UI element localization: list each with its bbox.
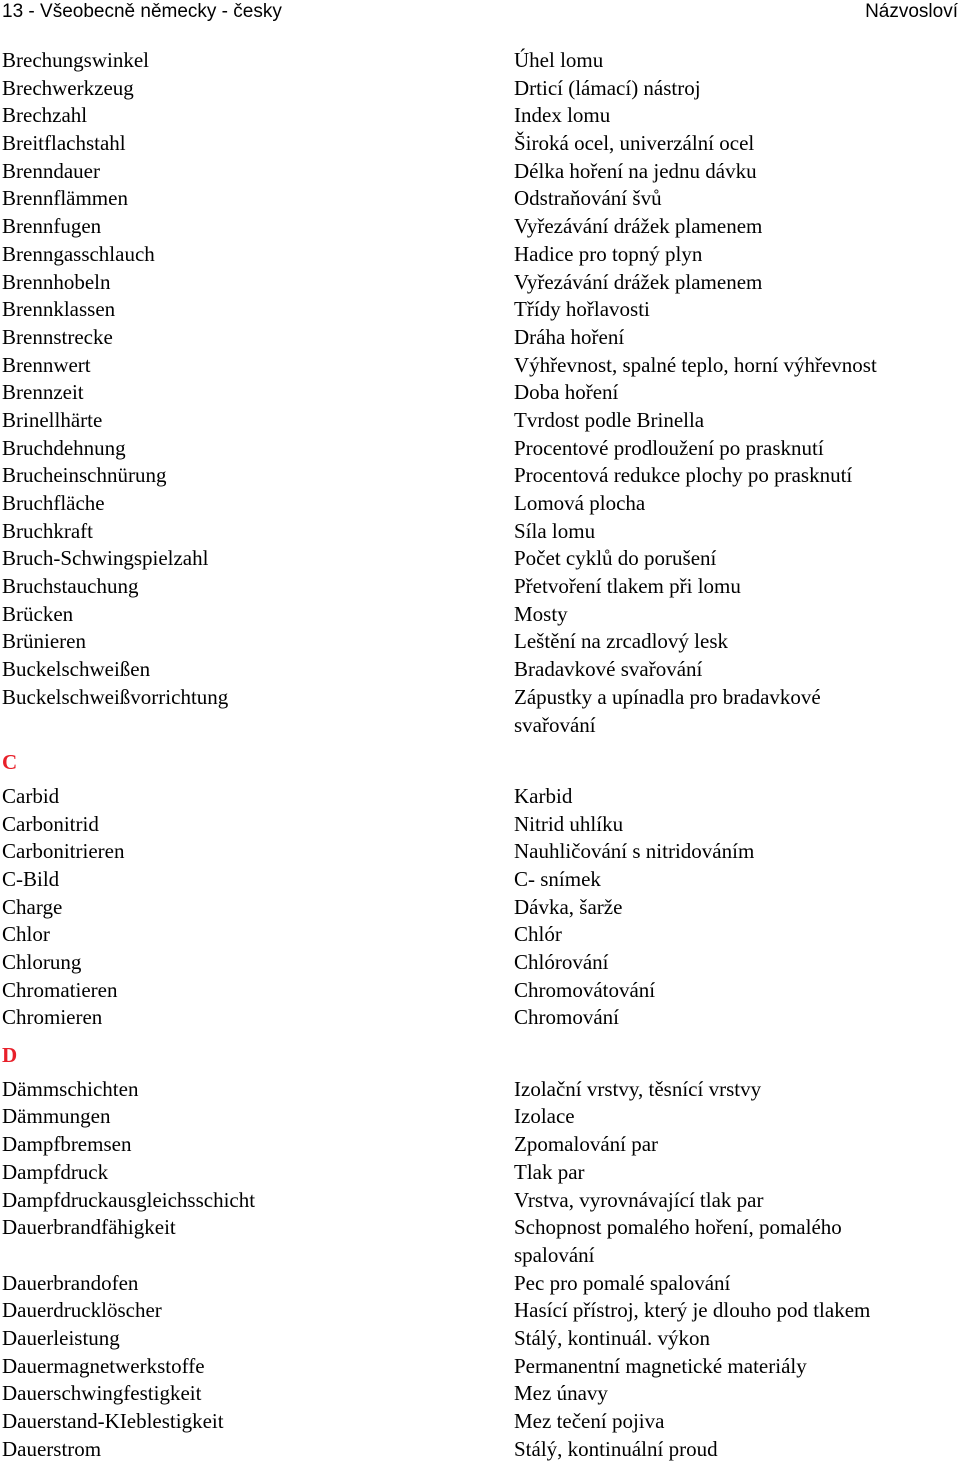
czech-term: C- snímek — [514, 866, 601, 891]
glossary-entry — [0, 490, 960, 518]
glossary-entry — [0, 407, 960, 435]
german-term: Dauerdrucklöscher — [2, 1298, 162, 1323]
czech-term: Index lomu — [514, 103, 611, 128]
german-term: Brennklassen — [2, 297, 116, 322]
german-term: Brenndauer — [2, 158, 100, 183]
czech-term: Chromovátování — [514, 977, 656, 1002]
czech-term: Izolace — [514, 1104, 575, 1129]
glossary-entry — [0, 158, 960, 186]
glossary-entry — [0, 838, 960, 866]
czech-term: Doba hoření — [514, 380, 619, 405]
glossary-entry — [0, 47, 960, 75]
german-term: Dämmschichten — [2, 1076, 139, 1101]
german-term: Brennzeit — [2, 380, 84, 405]
german-term: Bruchdehnung — [2, 435, 126, 460]
glossary-entry — [0, 1076, 960, 1104]
glossary-entry — [0, 573, 960, 601]
glossary-entry — [0, 601, 960, 629]
german-term: Charge — [2, 894, 63, 919]
german-term: Chlor — [2, 922, 50, 947]
czech-term: Izolační vrstvy, těsnící vrstvy — [514, 1076, 762, 1101]
czech-term: Chromování — [514, 1005, 619, 1030]
german-term: Chromatieren — [2, 977, 118, 1002]
czech-term: Dávka, šarže — [514, 894, 623, 919]
german-term: Brünieren — [2, 629, 86, 654]
czech-term: Počet cyklů do porušení — [514, 546, 717, 571]
german-term: Bruchfläche — [2, 491, 105, 515]
glossary-entry — [0, 1004, 960, 1032]
czech-term: Chlórování — [514, 950, 609, 975]
czech-term: Mez tečení pojiva — [514, 1409, 665, 1434]
czech-term: Vyřezávání drážek plamenem — [514, 269, 763, 294]
german-term: Bruch-Schwingspielzahl — [2, 546, 209, 571]
glossary-entry — [0, 894, 960, 922]
glossary-entry — [0, 435, 960, 463]
glossary-entry — [0, 213, 960, 241]
german-term: Brucheinschnürung — [2, 463, 167, 488]
glossary-entry — [0, 269, 960, 297]
glossary-entry — [0, 324, 960, 352]
page-header — [0, 0, 960, 26]
czech-term: Karbid — [514, 783, 573, 808]
german-term: Dampfdruckausgleichsschicht — [2, 1187, 256, 1212]
glossary-entry — [0, 1103, 960, 1131]
czech-term: Nitrid uhlíku — [514, 811, 624, 836]
glossary-entry — [0, 545, 960, 573]
czech-term: Mez únavy — [514, 1381, 608, 1406]
glossary-entry — [0, 1325, 960, 1353]
czech-term: Nauhličování s nitridováním — [514, 839, 755, 864]
german-term: Carbonitrieren — [2, 839, 125, 864]
german-term: Dauerbrandfähigkeit — [2, 1215, 176, 1240]
glossary-entry — [0, 1380, 960, 1408]
german-term: Brennflämmen — [2, 186, 128, 211]
glossary-entry — [0, 130, 960, 158]
glossary-entry — [0, 1408, 960, 1436]
german-term: Carbonitrid — [2, 811, 99, 836]
glossary-entry — [0, 379, 960, 407]
german-term: Brechzahl — [2, 103, 88, 128]
czech-term: Zpomalování par — [514, 1132, 659, 1157]
czech-term-continuation: svařování — [514, 712, 596, 737]
glossary-entry — [0, 241, 960, 269]
glossary-entry — [0, 185, 960, 213]
german-term: Dauerschwingfestigkeit — [2, 1381, 202, 1406]
glossary-entry — [0, 656, 960, 684]
czech-term: Úhel lomu — [514, 48, 604, 72]
czech-term: Vyřezávání drážek plamenem — [514, 214, 763, 239]
glossary-entry — [0, 518, 960, 546]
glossary-entry — [0, 811, 960, 839]
german-term: Chromieren — [2, 1005, 103, 1030]
german-term: Brennstrecke — [2, 324, 113, 349]
german-term: Dämmungen — [2, 1104, 111, 1129]
glossary-entry — [0, 1297, 960, 1325]
german-term: Dauerbrandofen — [2, 1270, 139, 1295]
czech-term: Procentová redukce plochy po prasknutí — [514, 463, 853, 488]
german-term: Brinellhärte — [2, 407, 103, 432]
german-term: Buckelschweißvorrichtung — [2, 684, 229, 709]
czech-term: Zápustky a upínadla pro bradavkové — [514, 684, 821, 709]
czech-term: Délka hoření na jednu dávku — [514, 158, 757, 183]
czech-term: Pec pro pomalé spalování — [514, 1270, 731, 1295]
german-term: Chlorung — [2, 950, 82, 975]
czech-term: Vrstva, vyrovnávající tlak par — [514, 1187, 764, 1212]
glossary-entry — [0, 684, 960, 739]
german-term: C-Bild — [2, 866, 60, 891]
czech-term: Hasící přístroj, který je dlouho pod tlakem — [514, 1298, 871, 1323]
czech-term: Tvrdost podle Brinella — [514, 407, 705, 432]
czech-term: Permanentní magnetické materiály — [514, 1353, 807, 1378]
czech-term: Bradavkové svařování — [514, 657, 703, 682]
german-term: Brenngasschlauch — [2, 241, 155, 266]
czech-term: Síla lomu — [514, 518, 596, 543]
glossary-entry — [0, 866, 960, 894]
german-term: Brücken — [2, 601, 74, 626]
glossary-entry — [0, 75, 960, 103]
czech-term: Schopnost pomalého hoření, pomalého — [514, 1215, 842, 1240]
czech-term: Výhřevnost, spalné teplo, horní výhřevnost — [514, 352, 877, 377]
glossary-entry — [0, 921, 960, 949]
czech-term: Stálý, kontinuál. výkon — [514, 1325, 710, 1350]
german-term: Dauerstand-KIeblestigkeit — [2, 1409, 224, 1434]
german-term: Dampfbremsen — [2, 1132, 132, 1157]
german-term: Brennfugen — [2, 214, 102, 239]
glossary-entry — [0, 1353, 960, 1381]
german-term: Brechwerkzeug — [2, 75, 134, 100]
czech-term: Procentové prodloužení po prasknutí — [514, 435, 824, 460]
czech-term: Dráha hoření — [514, 324, 625, 349]
german-term: Breitflachstahl — [2, 131, 126, 156]
glossary-entry — [0, 1270, 960, 1298]
header-section-name: Názvosloví — [865, 1, 958, 22]
german-term: Dauermagnetwerkstoffe — [2, 1353, 205, 1378]
glossary-entry — [0, 1436, 960, 1464]
glossary-entry — [0, 628, 960, 656]
section-letter: C — [2, 750, 18, 775]
czech-term: Lomová plocha — [514, 491, 646, 515]
section-letter: D — [2, 1043, 18, 1068]
glossary-entry — [0, 1214, 960, 1269]
czech-term: Drticí (lámací) nástroj — [514, 75, 701, 100]
czech-term: Chlór — [514, 922, 562, 947]
german-term: Dampfdruck — [2, 1159, 109, 1184]
czech-term: Široká ocel, univerzální ocel — [514, 131, 755, 156]
german-term: Buckelschweißen — [2, 657, 151, 682]
german-term: Brennhobeln — [2, 269, 111, 294]
czech-term: Mosty — [514, 601, 568, 626]
czech-term: Stálý, kontinuální proud — [514, 1436, 718, 1461]
glossary-entry — [0, 296, 960, 324]
german-term: Carbid — [2, 783, 60, 808]
glossary-entry — [0, 462, 960, 490]
glossary-entry — [0, 1131, 960, 1159]
german-term: Dauerleistung — [2, 1325, 120, 1350]
glossary-entry — [0, 102, 960, 130]
glossary-entry — [0, 783, 960, 811]
czech-term: Hadice pro topný plyn — [514, 241, 703, 266]
czech-term: Odstraňování švů — [514, 186, 662, 211]
german-term: Brechungswinkel — [2, 48, 149, 72]
glossary-entry — [0, 352, 960, 380]
glossary-content — [0, 47, 960, 1463]
czech-term: Třídy hořlavosti — [514, 297, 650, 322]
czech-term-continuation: spalování — [514, 1242, 595, 1267]
czech-term: Leštění na zrcadlový lesk — [514, 629, 728, 654]
czech-term: Tlak par — [514, 1159, 585, 1184]
header-title: 13 - Všeobecně německy - česky — [2, 1, 282, 22]
german-term: Bruchkraft — [2, 518, 93, 543]
glossary-entry — [0, 977, 960, 1005]
german-term: Brennwert — [2, 352, 91, 377]
glossary-entry — [0, 1187, 960, 1215]
glossary-entry — [0, 1159, 960, 1187]
german-term: Bruchstauchung — [2, 574, 139, 599]
czech-term: Přetvoření tlakem při lomu — [514, 574, 741, 599]
german-term: Dauerstrom — [2, 1436, 102, 1461]
glossary-entry — [0, 949, 960, 977]
